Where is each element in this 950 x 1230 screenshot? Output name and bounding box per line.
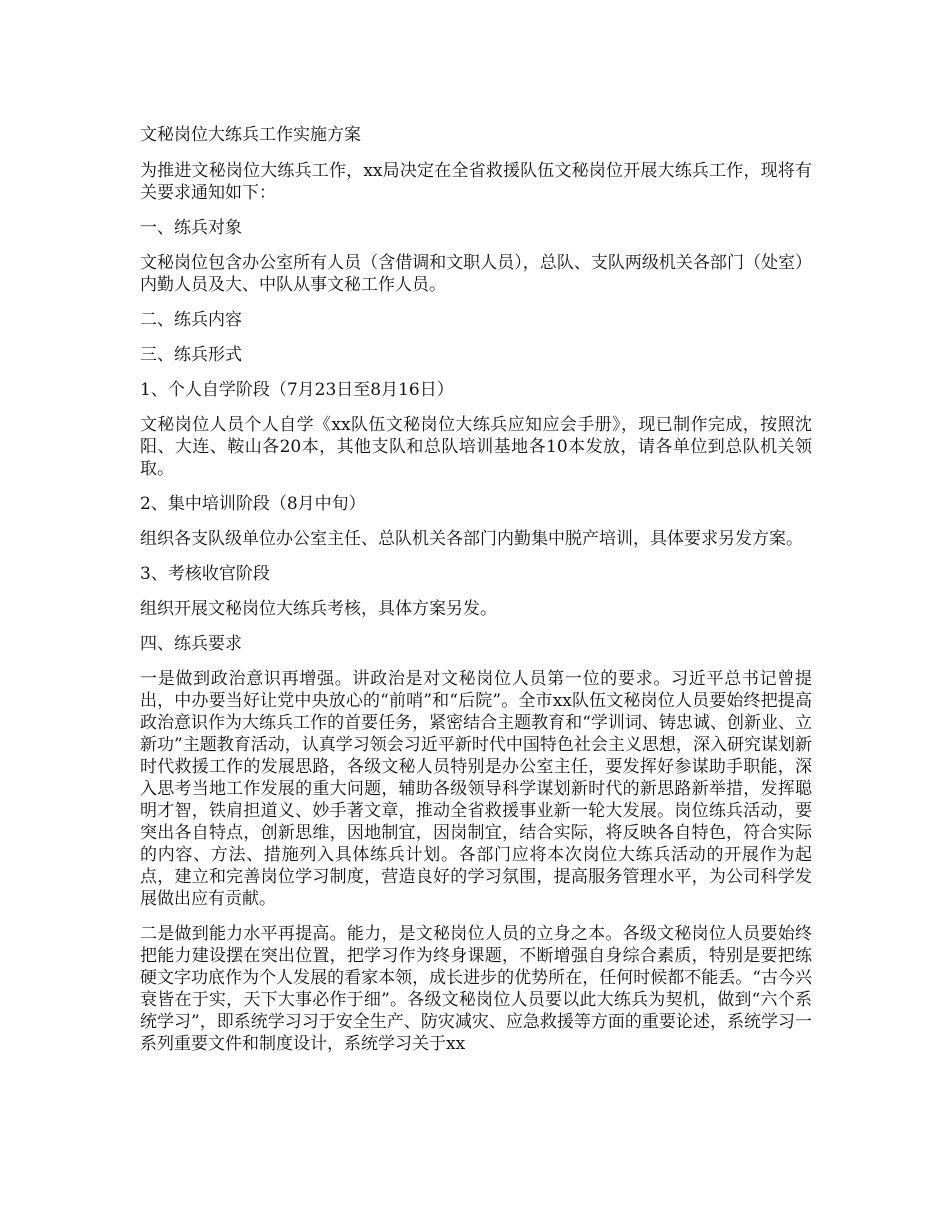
subsection-heading-2: 2、集中培训阶段（8月中旬）: [140, 494, 366, 514]
section-heading-3: 三、练兵形式: [140, 345, 242, 365]
subsection-heading-3: 3、考核收官阶段: [140, 564, 270, 584]
document-body: [140, 124, 812, 1068]
paragraph: 一是做到政治意识再增强。讲政治是对文秘岗位人员第一位的要求。习近平总书记曾提出，中办要当好让党中央放心的“前哨”和“后院”。全市xx队伍文秘岗位人员要始终把提高政治意识作为大练兵工作的首要任务，紧密结合主题教育和“学训词、铸忠诚、创新业、立新功”主题教育活动，认真学习领会习近平新时代中国特色社会主义思想，深入研究谋划新时代救援工作的发展思路，各级文秘人员特别是办公室主任，要发挥好参谋助手职能，深入思考当地工作发展的重大问题，辅助各级领导科学谋划新时代的新思路新举措，发挥聪明才智，铁肩担道义、妙手著文章，推动全省救援事业新一轮大发展。岗位练兵活动，要突出各自特点，创新思维，因地制宜，因岗制宜，结合实际，将反映各自特色，符合实际的内容、方法、措施列入具体练兵计划。各部门应将本次岗位大练兵活动的开展作为起点，建立和完善岗位学习制度，营造良好的学习氛围，提高服务管理水平，为公司科学发展做出应有贡献。: [140, 669, 812, 909]
paragraph: 组织开展文秘岗位大练兵考核，具体方案另发。: [140, 599, 497, 619]
document-title: 文秘岗位大练兵工作实施方案: [140, 125, 361, 145]
paragraph: 文秘岗位人员个人自学《xx队伍文秘岗位大练兵应知应会手册》，现已制作完成，按照沈阳、大连、鞍山各20本，其他支队和总队培训基地各10本发放，请各单位到总队机关领取。: [140, 415, 812, 479]
section-heading-1: 一、练兵对象: [140, 218, 242, 238]
intro-paragraph: 为推进文秘岗位大练兵工作，xx局决定在全省救援队伍文秘岗位开展大练兵工作，现将有关要求通知如下：: [140, 161, 812, 203]
paragraph: 二是做到能力水平再提高。能力，是文秘岗位人员的立身之本。各级文秘岗位人员要始终把能力建设摆在突出位置，把学习作为终身课题，不断增强自身综合素质，特别是要把练硬文字功底作为个人发展的看家本领，成长进步的优势所在，任何时候都不能丢。“古今兴衰皆在于实，天下大事必作于细”。各级文秘岗位人员要以此大练兵为契机，做到“六个系统学习”，即系统学习习于安全生产、防灾减灾、应急救援等方面的重要论述，系统学习一系列重要文件和制度设计，系统学习关于xx: [140, 924, 812, 1054]
subsection-heading-1: 1、个人自学阶段（7月23日至8月16日）: [140, 380, 454, 400]
paragraph: 文秘岗位包含办公室所有人员（含借调和文职人员），总队、支队两级机关各部门（处室）内勤人员及大、中队从事文秘工作人员。: [140, 253, 812, 295]
section-heading-2: 二、练兵内容: [140, 310, 242, 330]
section-heading-4: 四、练兵要求: [140, 634, 242, 654]
paragraph: 组织各支队级单位办公室主任、总队机关各部门内勤集中脱产培训，具体要求另发方案。: [140, 529, 803, 549]
